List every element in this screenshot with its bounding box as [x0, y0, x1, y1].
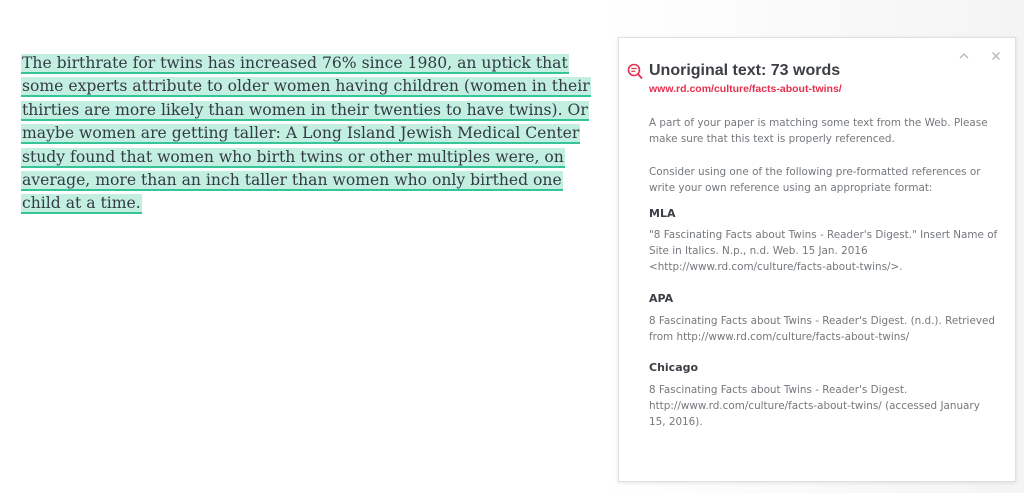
mla-reference[interactable]: [649, 227, 999, 275]
highlighted-text[interactable]: study found that women who birth twins or other multiples were, on: [22, 147, 564, 166]
document-line: [21, 122, 581, 145]
intro-line: A part of your paper is matching some text from the Web. Please: [649, 117, 988, 129]
document-line: [21, 146, 581, 169]
plagiarism-card: [618, 37, 1016, 482]
reference-line: Site in Italics. N.p., n.d. Web. 15 Jan. 2016: [649, 245, 868, 257]
highlighted-text[interactable]: maybe women are getting taller: A Long Island Jewish Medical Center: [22, 124, 580, 143]
card-title: Unoriginal text: 73 words: [649, 62, 841, 79]
document-line: [21, 99, 588, 122]
document-line: [21, 169, 581, 192]
document-line: [21, 75, 590, 98]
apa-reference[interactable]: [649, 313, 999, 345]
chicago-heading: Chicago: [649, 361, 699, 374]
consider-text: [649, 164, 999, 196]
magnifier-lines-icon: [627, 63, 643, 81]
close-icon[interactable]: [989, 48, 1003, 62]
highlighted-text[interactable]: average, more than an inch taller than women who only birthed one: [22, 171, 562, 190]
chicago-reference[interactable]: [649, 382, 999, 430]
intro-text: [649, 115, 999, 147]
document-line: [21, 192, 581, 215]
highlighted-text[interactable]: some experts attribute to older women having children (women in their: [22, 77, 590, 96]
consider-line: write your own reference using an appropriate format:: [649, 182, 933, 194]
reference-line: from http://www.rd.com/culture/facts-about-twins/: [649, 331, 910, 343]
document-text: [21, 52, 590, 216]
mla-heading: MLA: [649, 207, 676, 220]
highlighted-text[interactable]: The birthrate for twins has increased 76% since 1980, an uptick that: [22, 54, 568, 72]
highlighted-text[interactable]: child at a time.: [22, 194, 141, 213]
intro-line: make sure that this text is properly referenced.: [649, 133, 895, 145]
reference-line: 15, 2016).: [649, 416, 703, 428]
reference-line: "8 Fascinating Facts about Twins - Reader's Digest." Insert Name of: [649, 229, 998, 241]
chevron-up-icon[interactable]: [957, 48, 971, 62]
apa-heading: APA: [649, 292, 674, 305]
source-url-link[interactable]: www.rd.com/culture/facts-about-twins/: [649, 83, 842, 95]
consider-line: Consider using one of the following pre-formatted references or: [649, 166, 981, 178]
reference-line: 8 Fascinating Facts about Twins - Reader's Digest.: [649, 384, 908, 396]
highlighted-text[interactable]: thirties are more likely than women in their twenties to have twins). Or: [22, 100, 588, 119]
reference-line: 8 Fascinating Facts about Twins - Reader's Digest. (n.d.). Retrieved: [649, 315, 995, 327]
reference-line: http://www.rd.com/culture/facts-about-twins/ (accessed January: [649, 400, 980, 412]
reference-line: <http://www.rd.com/culture/facts-about-twins/>.: [649, 261, 903, 273]
document-line: [21, 52, 581, 75]
